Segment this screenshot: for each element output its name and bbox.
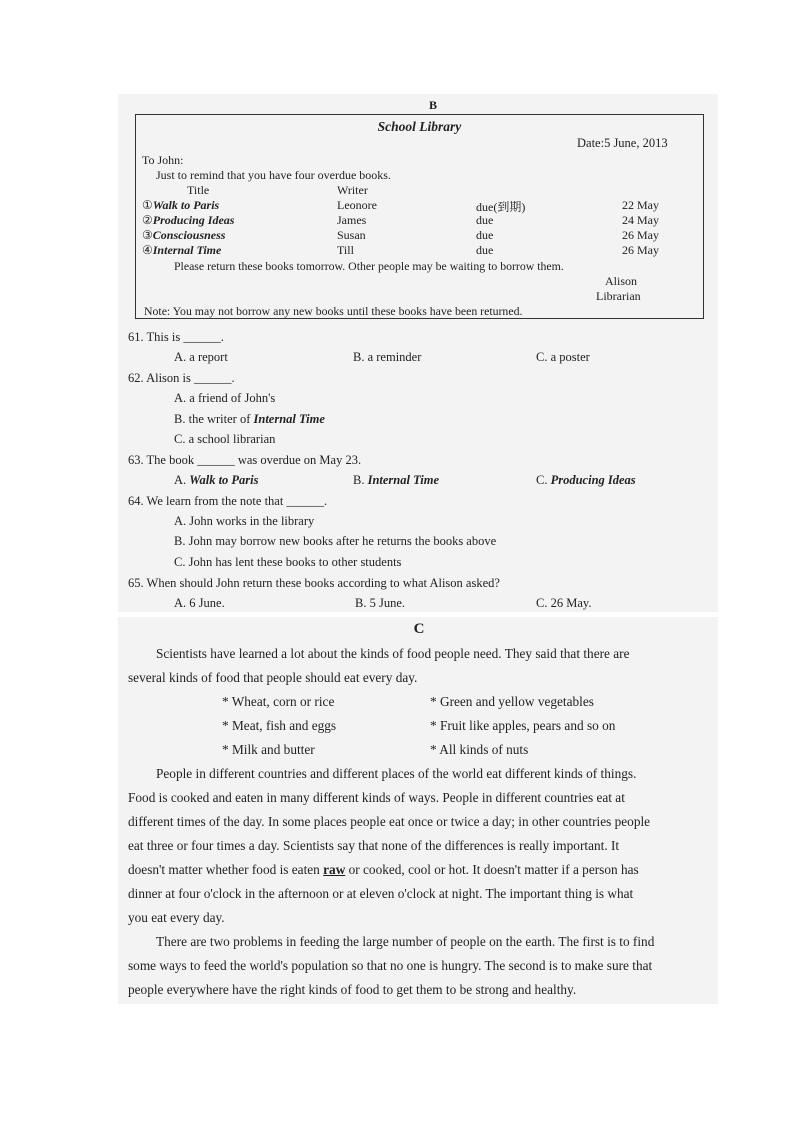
option-label: A. — [174, 350, 187, 364]
paragraph-line: several kinds of food that people should eat every day. — [128, 670, 418, 685]
question-number: 64. — [128, 494, 144, 508]
book-writer: Susan — [337, 228, 366, 242]
book-status: due(到期) — [476, 200, 526, 214]
question-number: 61. — [128, 330, 144, 344]
option-text: a reminder — [367, 350, 422, 364]
food-list-item: * All kinds of nuts — [430, 742, 529, 757]
option-62-a[interactable] — [174, 391, 275, 406]
question-63 — [128, 453, 361, 468]
book-row — [142, 228, 225, 243]
column-header-writer: Writer — [337, 183, 368, 197]
notice-footnote: Note: You may not borrow any new books until these books have been returned. — [144, 304, 523, 318]
option-book-title: Internal Time — [367, 473, 440, 487]
book-row — [142, 243, 221, 258]
book-due-date: 22 May — [622, 198, 659, 212]
option-label: A. — [174, 473, 187, 487]
option-65-b[interactable] — [355, 596, 405, 611]
text-run: or cooked, cool or hot. It doesn't matter if a person has — [345, 862, 639, 877]
option-text: 5 June. — [369, 596, 406, 610]
option-64-b[interactable] — [174, 534, 496, 549]
paragraph-line: There are two problems in feeding the large number of people on the earth. The first is to find — [156, 934, 655, 949]
option-label: B. — [174, 412, 186, 426]
paragraph-line: some ways to feed the world's population so that no one is hungry. The second is to make sure that — [128, 958, 653, 973]
option-65-a[interactable] — [174, 596, 225, 611]
option-62-c[interactable] — [174, 432, 275, 447]
signer-name: Alison — [605, 274, 638, 288]
option-label: A. — [174, 391, 187, 405]
option-label: B. — [353, 350, 365, 364]
paragraph-line: Scientists have learned a lot about the kinds of food people need. They said that there are — [156, 646, 630, 661]
notice-title: School Library — [377, 119, 462, 134]
option-label: C. — [174, 432, 186, 446]
option-text: 26 May. — [550, 596, 592, 610]
book-status: due — [476, 243, 494, 257]
food-list-item: * Milk and butter — [222, 742, 315, 757]
option-63-c[interactable] — [536, 473, 636, 488]
question-64 — [128, 494, 327, 509]
question-stem: We learn from the note that ______. — [146, 494, 328, 508]
section-b-letter: B — [428, 98, 437, 112]
paragraph-line: different times of the day. In some places people eat once or twice a day; in other countries people — [128, 814, 651, 829]
option-text: 6 June. — [189, 596, 225, 610]
book-status: due — [476, 213, 494, 227]
paragraph-line: you eat every day. — [128, 910, 225, 925]
column-header-title: Title — [187, 183, 210, 197]
option-61-b[interactable] — [353, 350, 421, 365]
option-label: B. — [174, 534, 186, 548]
book-number: ③ — [142, 228, 153, 242]
option-label: C. — [536, 473, 548, 487]
book-title: Consciousness — [152, 228, 226, 242]
book-writer: James — [337, 213, 367, 227]
section-c-letter: C — [413, 621, 425, 637]
book-due-date: 26 May — [622, 243, 659, 257]
option-62-b[interactable] — [174, 412, 325, 427]
question-62 — [128, 371, 235, 386]
book-row — [142, 213, 234, 228]
food-list-item: * Meat, fish and eggs — [222, 718, 337, 733]
option-61-a[interactable] — [174, 350, 228, 365]
option-label: C. — [536, 596, 548, 610]
book-title: Walk to Paris — [152, 198, 220, 212]
option-text: a school librarian — [188, 432, 276, 446]
notice-greeting: To John: — [142, 153, 184, 167]
paragraph-line: dinner at four o'clock in the afternoon or at eleven o'clock at night. The important thing is what — [128, 886, 634, 901]
book-writer: Till — [337, 243, 354, 257]
question-65 — [128, 576, 500, 591]
option-text: the writer of — [188, 412, 251, 426]
book-number: ④ — [142, 243, 153, 257]
notice-request: Please return these books tomorrow. Other people may be waiting to borrow them. — [174, 259, 564, 273]
question-stem: When should John return these books according to what Alison asked? — [146, 576, 500, 590]
option-text: a friend of John's — [189, 391, 276, 405]
book-row — [142, 198, 219, 213]
question-number: 62. — [128, 371, 144, 385]
paragraph-line — [128, 862, 639, 878]
book-status: due — [476, 228, 494, 242]
option-label: B. — [355, 596, 367, 610]
signer-role: Librarian — [596, 289, 641, 303]
book-number: ① — [142, 198, 153, 212]
question-number: 65. — [128, 576, 144, 590]
option-63-b[interactable] — [353, 473, 439, 488]
question-stem: Alison is ______. — [146, 371, 235, 385]
book-title: Producing Ideas — [152, 213, 235, 227]
option-61-c[interactable] — [536, 350, 590, 365]
text-run: doesn't matter whether food is eaten — [128, 862, 324, 877]
paragraph-line: people everywhere have the right kinds of food to get them to be strong and healthy. — [128, 982, 577, 997]
option-65-c[interactable] — [536, 596, 591, 611]
option-label: B. — [353, 473, 365, 487]
food-list-item: * Green and yellow vegetables — [430, 694, 594, 709]
option-book-title: Producing Ideas — [550, 473, 636, 487]
food-list-item: * Wheat, corn or rice — [222, 694, 335, 709]
option-63-a[interactable] — [174, 473, 259, 488]
paragraph-line: eat three or four times a day. Scientists say that none of the differences is really important. It — [128, 838, 620, 853]
question-stem: The book ______ was overdue on May 23. — [146, 453, 362, 467]
paragraph-line: Food is cooked and eaten in many different kinds of ways. People in different countries eat at — [128, 790, 625, 805]
option-64-c[interactable] — [174, 555, 401, 570]
paragraph-line: People in different countries and different places of the world eat different kinds of things. — [156, 766, 637, 781]
option-text: John may borrow new books after he returns the books above — [188, 534, 497, 548]
notice-intro: Just to remind that you have four overdue books. — [156, 168, 391, 182]
library-notice — [135, 114, 704, 319]
notice-date: Date:5 June, 2013 — [577, 136, 668, 150]
book-writer: Leonore — [337, 198, 377, 212]
option-label: A. — [174, 596, 187, 610]
book-number: ② — [142, 213, 153, 227]
option-label: A. — [174, 514, 187, 528]
underlined-word: raw — [323, 862, 346, 877]
option-text: John has lent these books to other students — [188, 555, 402, 569]
question-number: 63. — [128, 453, 144, 467]
question-61 — [128, 330, 224, 345]
book-title: Internal Time — [152, 243, 222, 257]
option-64-a[interactable] — [174, 514, 314, 529]
book-due-date: 24 May — [622, 213, 659, 227]
option-text: a poster — [550, 350, 590, 364]
book-due-date: 26 May — [622, 228, 659, 242]
option-book-title: Walk to Paris — [189, 473, 259, 487]
food-list-item: * Fruit like apples, pears and so on — [430, 718, 616, 733]
option-label: C. — [536, 350, 548, 364]
option-book-title: Internal Time — [253, 412, 325, 426]
question-stem: This is ______. — [146, 330, 224, 344]
option-text: a report — [189, 350, 228, 364]
option-label: C. — [174, 555, 186, 569]
option-text: John works in the library — [189, 514, 315, 528]
